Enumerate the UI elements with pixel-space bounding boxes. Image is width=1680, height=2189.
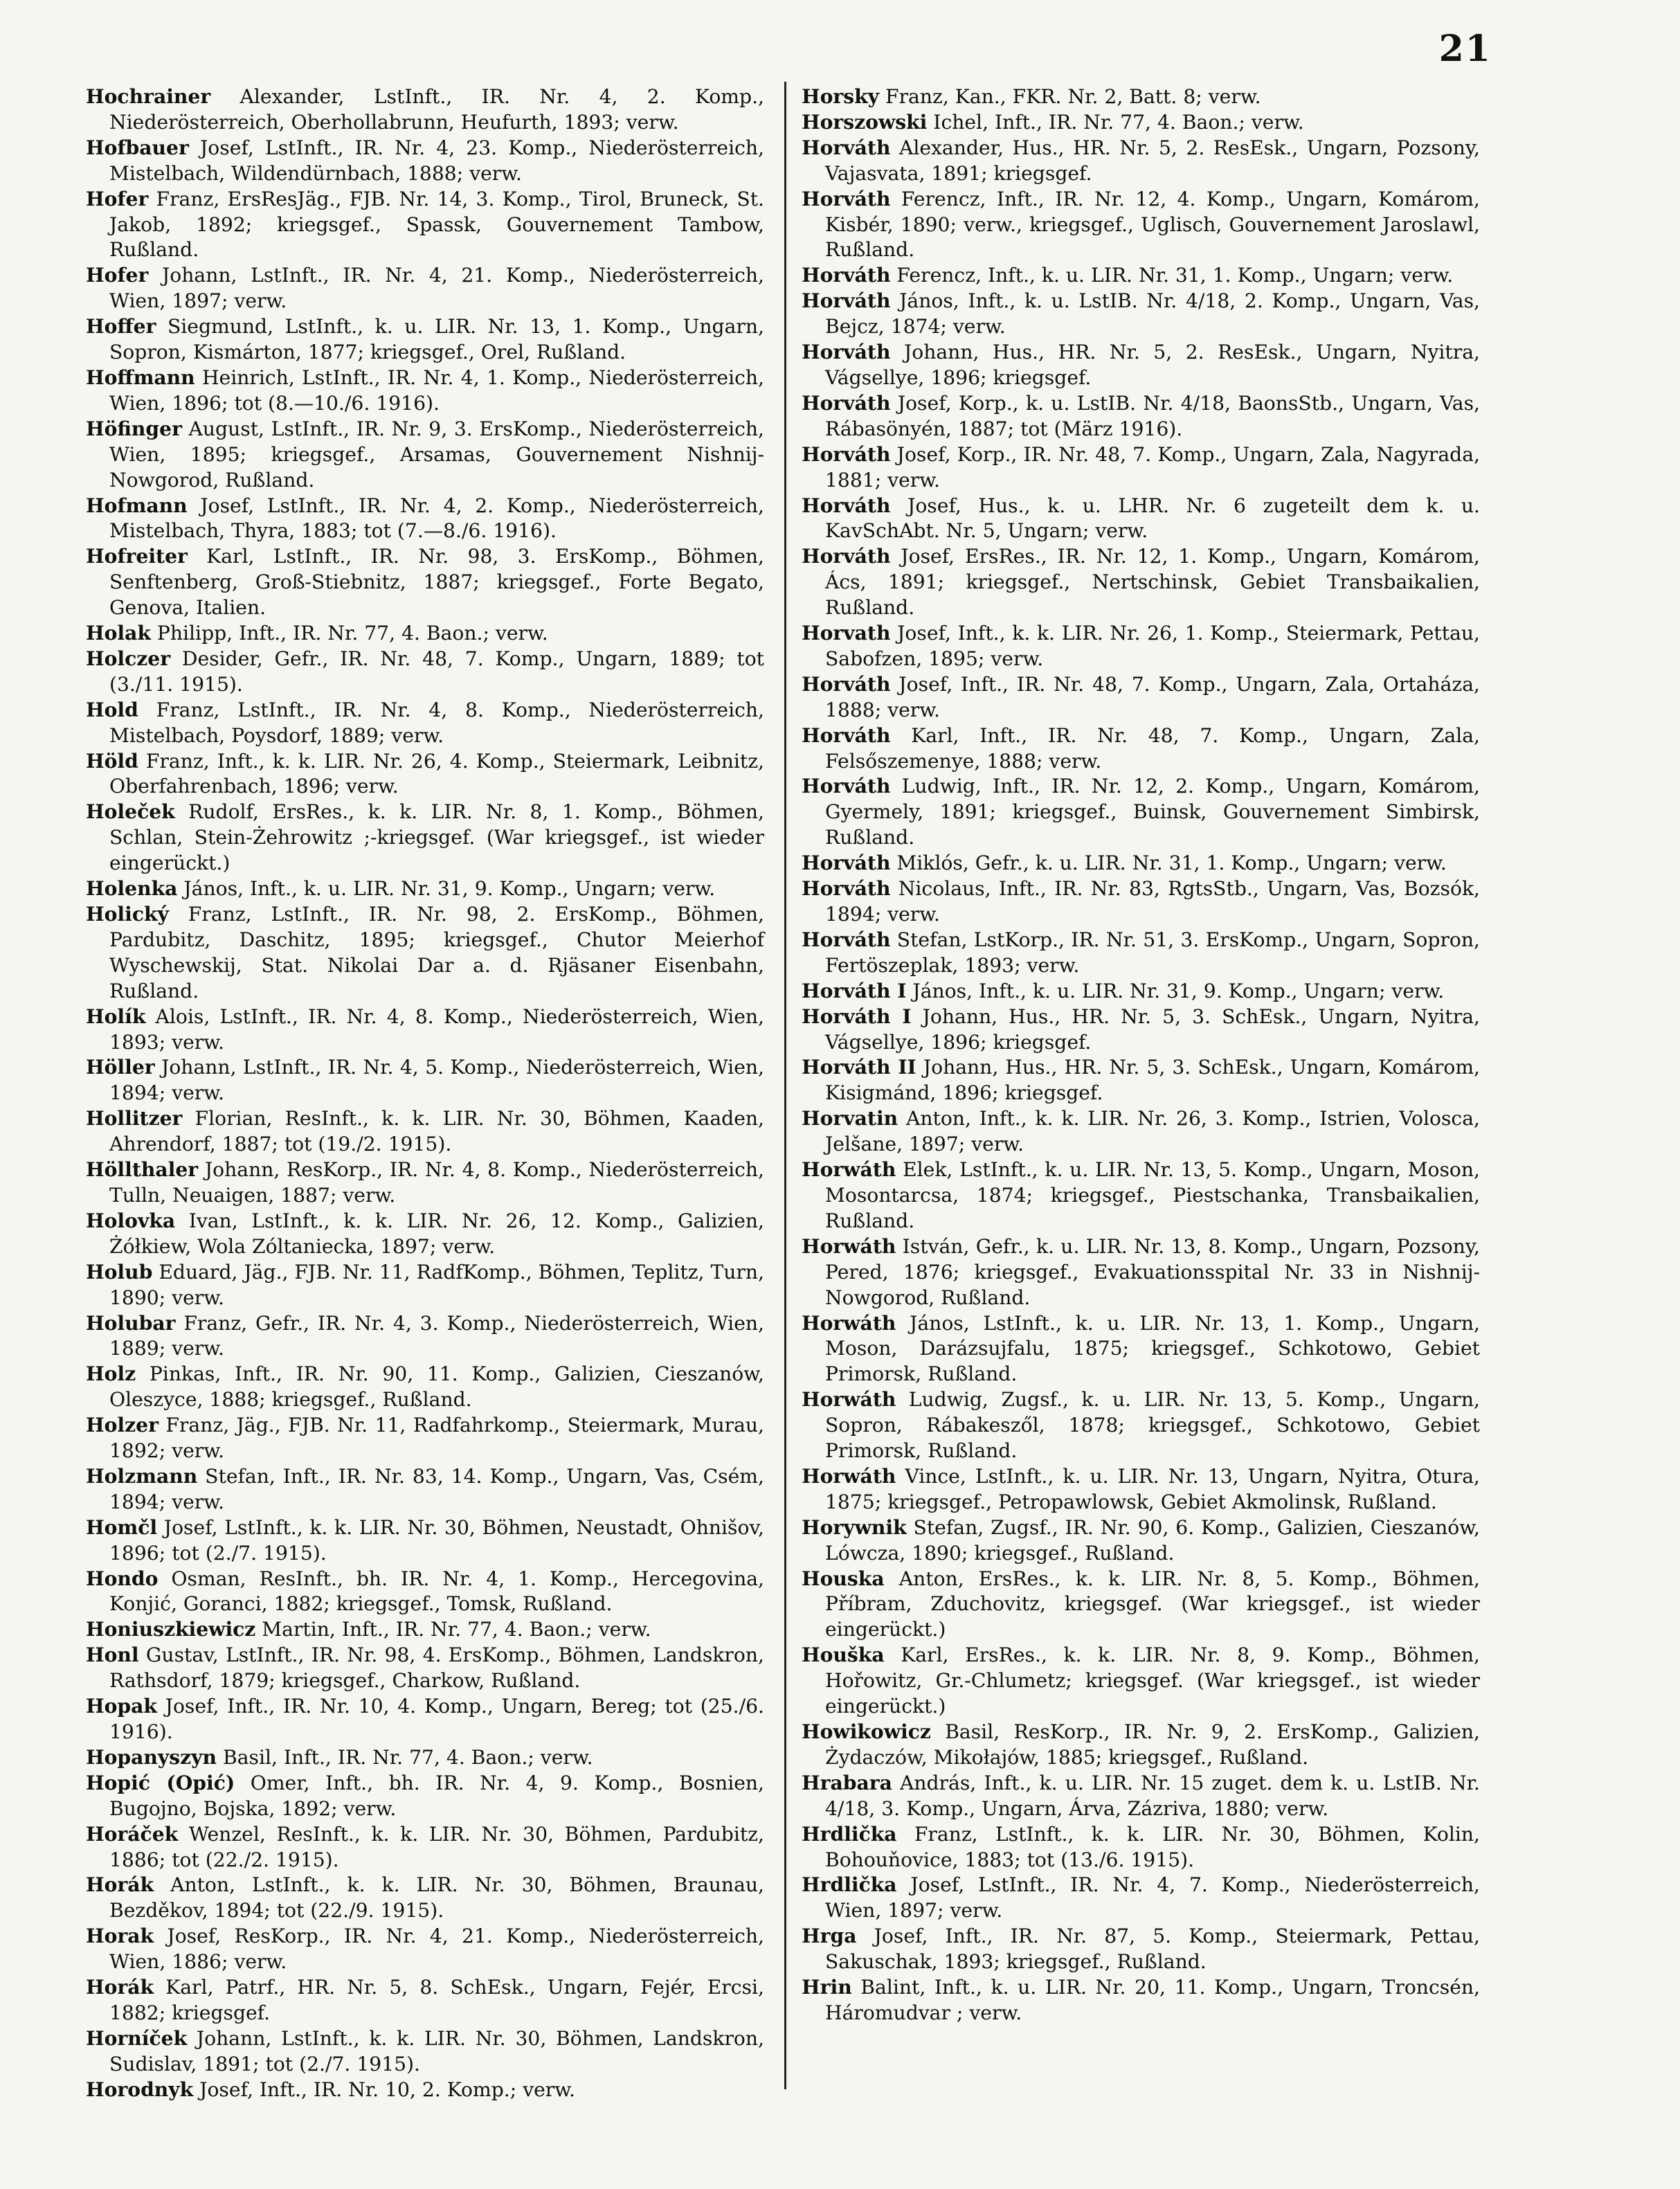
- entry-surname: Höld: [86, 749, 138, 773]
- entry-details: Anton, Inft., k. k. LIR. Nr. 26, 3. Komp., Istrien, Volosca, Jelšane, 1897; verw.: [825, 1107, 1480, 1156]
- entry-surname: Horváth: [802, 341, 891, 364]
- page-number: 21: [1438, 28, 1492, 70]
- entry-details: Pinkas, Inft., IR. Nr. 90, 11. Komp., Galizien, Cieszanów, Oleszyce, 1888; kriegsgef., Rußland.: [109, 1362, 764, 1412]
- entry-details: István, Gefr., k. u. LIR. Nr. 13, 8. Komp., Ungarn, Pozsony, Pered, 1876; kriegsgef., Evakuationsspital Nr. 33 in Nishnij-Nowgorod, Rußland.: [825, 1234, 1480, 1309]
- entry-surname: Horszowski: [802, 110, 928, 134]
- entry-surname: Höfinger: [86, 417, 182, 440]
- register-entry: [86, 1157, 764, 1209]
- entry-details: Philipp, Inft., IR. Nr. 77, 4. Baon.; verw.: [150, 622, 548, 645]
- entry-surname: Holak: [86, 622, 151, 645]
- entry-surname: Holubar: [86, 1311, 176, 1335]
- entry-surname: Horwáth: [802, 1158, 896, 1182]
- entry-surname: Höller: [86, 1056, 155, 1079]
- entry-details: Johann, Hus., HR. Nr. 5, 2. ResEsk., Ungarn, Nyitra, Vágsellye, 1896; kriegsgef.: [825, 341, 1480, 389]
- entry-details: Heinrich, LstInft., IR. Nr. 4, 1. Komp., Niederösterreich, Wien, 1896; tot (8.—10./6. 1916).: [109, 366, 764, 415]
- register-entry: [86, 417, 764, 494]
- register-entry: [802, 1567, 1480, 1643]
- register-entry: [802, 1924, 1480, 1975]
- entry-details: Stefan, Inft., IR. Nr. 83, 14. Komp., Ungarn, Vas, Csém, 1894; verw.: [109, 1464, 764, 1513]
- entry-details: Florian, ResInft., k. k. LIR. Nr. 30, Böhmen, Kaaden, Ahrendorf, 1887; tot (19./2. 1915).: [109, 1107, 764, 1156]
- entry-surname: Hofer: [86, 187, 149, 210]
- register-entry: [802, 1771, 1480, 1822]
- register-entry: [802, 1822, 1480, 1873]
- entry-details: Alexander, LstInft., IR. Nr. 4, 2. Komp., Niederösterreich, Oberhollabrunn, Heufurth, 1893; verw.: [109, 85, 764, 134]
- entry-surname: Holík: [86, 1005, 146, 1028]
- entry-surname: Horváth: [802, 187, 891, 210]
- entry-surname: Hold: [86, 698, 138, 721]
- entry-details: András, Inft., k. u. LIR. Nr. 15 zuget. dem k. u. LstIB. Nr. 4/18, 3. Komp., Ungarn, Árva, Zázriva, 1880; verw.: [825, 1771, 1480, 1820]
- register-entry: [86, 1771, 764, 1822]
- entry-details: Vince, LstInft., k. u. LIR. Nr. 13, Ungarn, Nyitra, Otura, 1875; kriegsgef., Petropawlowsk, Gebiet Akmolinsk, Rußland.: [825, 1464, 1480, 1513]
- register-entry: [86, 84, 764, 136]
- entry-details: Stefan, Zugsf., IR. Nr. 90, 6. Komp., Galizien, Cieszanów, Lówcza, 1890; kriegsgef., Rußland.: [825, 1515, 1480, 1565]
- entry-details: Josef, Inft., IR. Nr. 48, 7. Komp., Ungarn, Zala, Ortaháza, 1888; verw.: [825, 672, 1480, 721]
- entry-surname: Horsky: [802, 85, 880, 108]
- register-entry: [86, 314, 764, 366]
- entry-details: Franz, LstInft., IR. Nr. 98, 2. ErsKomp., Böhmen, Pardubitz, Daschitz, 1895; kriegsgef., Chutor Meierhof Wyschewskij, Stat. Nikolai Dar a. d. Rjäsaner Eisenbahn, Rußland.: [109, 903, 764, 1002]
- entry-details: Johann, LstInft., k. k. LIR. Nr. 30, Böhmen, Landskron, Sudislav, 1891; tot (2./7. 1915).: [109, 2026, 764, 2075]
- entry-details: Osman, ResInft., bh. IR. Nr. 4, 1. Komp., Hercegovina, Konjić, Goranci, 1882; kriegsgef., Tomsk, Rußland.: [109, 1567, 764, 1616]
- entry-details: Josef, LstInft., IR. Nr. 4, 23. Komp., Niederösterreich, Mistelbach, Wildendürnbach, 1888; verw.: [109, 136, 764, 185]
- entry-details: Johann, Hus., HR. Nr. 5, 3. SchEsk., Ungarn, Nyitra, Vágsellye, 1896; kriegsgef.: [825, 1005, 1480, 1054]
- entry-surname: Hrabara: [802, 1771, 892, 1794]
- register-entry: [802, 1720, 1480, 1771]
- entry-surname: Horwáth: [802, 1388, 896, 1412]
- entry-surname: Holický: [86, 903, 169, 926]
- entry-details: Johann, LstInft., IR. Nr. 4, 21. Komp., Niederösterreich, Wien, 1897; verw.: [109, 264, 764, 313]
- entry-surname: Horváth II: [802, 1056, 916, 1079]
- register-entry: [86, 494, 764, 545]
- entry-surname: Hochrainer: [86, 85, 211, 108]
- entry-details: Franz, LstInft., k. k. LIR. Nr. 30, Böhmen, Kolin, Bohouňovice, 1883; tot (13./6. 1915).: [825, 1822, 1480, 1871]
- entry-surname: Horváth: [802, 289, 891, 313]
- entry-details: János, Inft., k. u. LIR. Nr. 31, 9. Komp., Ungarn; verw.: [906, 979, 1445, 1002]
- register-entry: [802, 187, 1480, 264]
- register-entry: [802, 1387, 1480, 1464]
- entry-surname: Holenka: [86, 877, 178, 901]
- register-entry: [802, 672, 1480, 723]
- entry-details: Johann, Hus., HR. Nr. 5, 3. SchEsk., Ungarn, Komárom, Kisigmánd, 1896; kriegsgef.: [825, 1056, 1481, 1105]
- column-divider: [784, 82, 786, 2089]
- register-entry: [86, 1209, 764, 1260]
- register-entry: [802, 723, 1480, 775]
- entry-details: Franz, ErsResJäg., FJB. Nr. 14, 3. Komp., Tirol, Bruneck, St. Jakob, 1892; kriegsgef., Spassk, Gouvernement Tambow, Rußland.: [109, 187, 764, 262]
- register-entry: [802, 110, 1480, 136]
- register-entry: [86, 187, 764, 264]
- entry-surname: Horváth I: [802, 979, 907, 1002]
- register-entry: [802, 1055, 1480, 1106]
- register-entry: [86, 1873, 764, 1924]
- entry-surname: Horváth I: [802, 1005, 912, 1028]
- register-entry: [86, 1745, 764, 1771]
- entry-surname: Horwáth: [802, 1234, 896, 1258]
- register-entry: [802, 263, 1480, 289]
- entry-details: Ferencz, Inft., k. u. LIR. Nr. 31, 1. Komp., Ungarn; verw.: [890, 264, 1454, 287]
- register-entry: [802, 928, 1480, 979]
- register-entry: [802, 774, 1480, 851]
- register-entry: [802, 979, 1480, 1005]
- entry-surname: Holub: [86, 1260, 153, 1283]
- entry-details: Josef, ErsRes., IR. Nr. 12, 1. Komp., Ungarn, Komárom, Ács, 1891; kriegsgef., Nertschinsk, Gebiet Transbaikalien, Rußland.: [825, 545, 1480, 620]
- entry-surname: Hofreiter: [86, 545, 188, 568]
- register-entry: [86, 1924, 764, 1975]
- register-entry: [86, 876, 764, 902]
- register-entry: [86, 1694, 764, 1745]
- entry-surname: Hofmann: [86, 494, 188, 517]
- register-entry: [802, 544, 1480, 621]
- register-entry: [86, 1055, 764, 1106]
- register-entry: [802, 1106, 1480, 1157]
- entry-details: Franz, Gefr., IR. Nr. 4, 3. Komp., Niederösterreich, Wien, 1889; verw.: [109, 1311, 764, 1360]
- entry-details: Johann, LstInft., IR. Nr. 4, 5. Komp., Niederösterreich, Wien, 1894; verw.: [109, 1056, 764, 1105]
- entry-details: Ludwig, Inft., IR. Nr. 12, 2. Komp., Ungarn, Komárom, Gyermely, 1891; kriegsgef., Buinsk, Gouvernement Simbirsk, Rußland.: [825, 775, 1480, 849]
- register-entry: [86, 698, 764, 749]
- entry-surname: Horníček: [86, 2026, 188, 2050]
- register-entry: [802, 1464, 1480, 1515]
- register-entry: [86, 2026, 764, 2078]
- register-entry: [86, 1822, 764, 1873]
- entry-details: Ludwig, Zugsf., k. u. LIR. Nr. 13, 5. Komp., Ungarn, Sopron, Rábakeszől, 1878; kriegsgef., Schkotowo, Gebiet Primorsk, Rußland.: [825, 1388, 1480, 1463]
- entry-surname: Horwáth: [802, 1311, 896, 1335]
- entry-surname: Howikowicz: [802, 1720, 931, 1743]
- entry-details: János, Inft., k. u. LIR. Nr. 31, 9. Komp., Ungarn; verw.: [177, 877, 716, 901]
- entry-details: Karl, LstInft., IR. Nr. 98, 3. ErsKomp., Böhmen, Senftenberg, Groß-Stiebnitz, 1887; kriegsgef., Forte Begato, Genova, Italien.: [109, 545, 764, 620]
- entry-surname: Holeček: [86, 800, 175, 824]
- entry-details: Elek, LstInft., k. u. LIR. Nr. 13, 5. Komp., Ungarn, Moson, Mosontarcsa, 1874; kriegsgef., Piestschanka, Transbaikalien, Rußland.: [825, 1158, 1480, 1232]
- register-entry: [86, 1005, 764, 1056]
- register-entry: [802, 1643, 1480, 1720]
- entry-details: Josef, LstInft., IR. Nr. 4, 7. Komp., Niederösterreich, Wien, 1897; verw.: [825, 1873, 1480, 1922]
- entry-details: Alois, LstInft., IR. Nr. 4, 8. Komp., Niederösterreich, Wien, 1893; verw.: [109, 1005, 764, 1054]
- entry-surname: Horák: [86, 1976, 154, 1999]
- entry-surname: Houska: [802, 1567, 885, 1590]
- register-entry: [86, 1362, 764, 1413]
- register-entry: [86, 2078, 764, 2103]
- entry-surname: Holzmann: [86, 1464, 198, 1488]
- entry-details: Miklós, Gefr., k. u. LIR. Nr. 31, 1. Komp., Ungarn; verw.: [890, 852, 1447, 875]
- entry-surname: Hofer: [86, 264, 149, 287]
- entry-surname: Horák: [86, 1873, 154, 1897]
- register-entry: [86, 1260, 764, 1311]
- entry-details: Franz, Jäg., FJB. Nr. 11, Radfahrkomp., Steiermark, Murau, 1892; verw.: [109, 1414, 764, 1463]
- register-entry: [802, 851, 1480, 876]
- entry-details: Josef, Inft., k. k. LIR. Nr. 26, 1. Komp., Steiermark, Pettau, Sabofzen, 1895; verw.: [825, 622, 1480, 670]
- entry-surname: Horváth: [802, 264, 891, 287]
- entry-details: Balint, Inft., k. u. LIR. Nr. 20, 11. Komp., Ungarn, Troncsén, Háromudvar ; verw.: [825, 1976, 1480, 2024]
- register-entry: [802, 1311, 1480, 1388]
- register-entry: [86, 621, 764, 647]
- register-entry: [802, 136, 1480, 187]
- register-entry: [86, 749, 764, 800]
- entry-surname: Horváth: [802, 775, 891, 798]
- entry-surname: Horváth: [802, 928, 891, 951]
- entry-details: Gustav, LstInft., IR. Nr. 98, 4. ErsKomp., Böhmen, Landskron, Rathsdorf, 1879; kriegsgef., Charkow, Rußland.: [109, 1643, 764, 1693]
- entry-details: Josef, Inft., IR. Nr. 87, 5. Komp., Steiermark, Pettau, Sakuschak, 1893; kriegsgef., Rußland.: [825, 1925, 1480, 1974]
- register-entry: [802, 442, 1480, 494]
- entry-surname: Honiuszkiewicz: [86, 1618, 256, 1641]
- entry-details: Eduard, Jäg., FJB. Nr. 11, RadfKomp., Böhmen, Teplitz, Turn, 1890; verw.: [109, 1260, 765, 1309]
- entry-details: Omer, Inft., bh. IR. Nr. 4, 9. Komp., Bosnien, Bugojno, Bojska, 1892; verw.: [109, 1771, 764, 1820]
- entry-surname: Horváth: [802, 136, 891, 159]
- register-entry: [86, 1515, 764, 1567]
- entry-details: Karl, Inft., IR. Nr. 48, 7. Komp., Ungarn, Zala, Felsőszemenye, 1888; verw.: [825, 723, 1480, 773]
- left-column: [86, 84, 764, 2103]
- entry-surname: Horváth: [802, 672, 891, 696]
- entry-surname: Homčl: [86, 1515, 158, 1539]
- entry-details: Johann, ResKorp., IR. Nr. 4, 8. Komp., Niederösterreich, Tulln, Neuaigen, 1887; verw.: [109, 1158, 764, 1207]
- register-entry: [86, 647, 764, 698]
- register-entry: [86, 544, 764, 621]
- entry-details: Josef, Inft., IR. Nr. 10, 4. Komp., Ungarn, Bereg; tot (25./6. 1916).: [109, 1695, 764, 1743]
- register-entry: [86, 1617, 764, 1643]
- entry-surname: Horodnyk: [86, 2078, 194, 2101]
- entry-details: János, Inft., k. u. LstIB. Nr. 4/18, 2. Komp., Ungarn, Vas, Bejcz, 1874; verw.: [825, 289, 1480, 339]
- register-entry: [86, 1567, 764, 1618]
- entry-details: Josef, Korp., k. u. LstIB. Nr. 4/18, BaonsStb., Ungarn, Vas, Rábasönyén, 1887; tot (März 1916).: [825, 391, 1480, 440]
- entry-details: Basil, Inft., IR. Nr. 77, 4. Baon.; verw.: [217, 1745, 593, 1769]
- register-entry: [86, 1413, 764, 1464]
- entry-surname: Horvatin: [802, 1107, 898, 1130]
- entry-details: Ivan, LstInft., k. k. LIR. Nr. 26, 12. Komp., Galizien, Żółkiew, Wola Zóltaniecka, 1897; verw.: [109, 1209, 764, 1258]
- register-entry: [86, 136, 764, 187]
- entry-details: Franz, Kan., FKR. Nr. 2, Batt. 8; verw.: [879, 85, 1261, 108]
- entry-details: Wenzel, ResInft., k. k. LIR. Nr. 30, Böhmen, Pardubitz, 1886; tot (22./2. 1915).: [109, 1822, 764, 1871]
- entry-details: Martin, Inft., IR. Nr. 77, 4. Baon.; verw.: [255, 1618, 651, 1641]
- entry-surname: Holovka: [86, 1209, 176, 1232]
- entry-details: Nicolaus, Inft., IR. Nr. 83, RgtsStb., Ungarn, Vas, Bozsók, 1894; verw.: [825, 877, 1480, 926]
- register-entry: [86, 366, 764, 417]
- entry-surname: Hopić (Opić): [86, 1771, 235, 1794]
- register-entry: [802, 1157, 1480, 1234]
- entry-details: Alexander, Hus., HR. Nr. 5, 2. ResEsk., Ungarn, Pozsony, Vajasvata, 1891; kriegsgef.: [825, 136, 1480, 185]
- entry-surname: Holczer: [86, 647, 171, 670]
- entry-surname: Hofbauer: [86, 136, 189, 159]
- register-entry: [802, 1234, 1480, 1311]
- entry-details: Anton, LstInft., k. k. LIR. Nr. 30, Böhmen, Braunau, Bezděkov, 1894; tot (22./9. 1915).: [109, 1873, 764, 1922]
- entry-details: Ferencz, Inft., IR. Nr. 12, 4. Komp., Ungarn, Komárom, Kisbér, 1890; verw., kriegsgef., Uglisch, Gouvernement Jaroslawl, Rußland.: [825, 187, 1480, 262]
- register-entry: [802, 1873, 1480, 1924]
- entry-details: Josef, ResKorp., IR. Nr. 4, 21. Komp., Niederösterreich, Wien, 1886; verw.: [109, 1925, 764, 1974]
- entry-details: Anton, ErsRes., k. k. LIR. Nr. 8, 5. Komp., Böhmen, Příbram, Zduchovitz, kriegsgef. (War kriegsgef., ist wieder eingerückt.): [825, 1567, 1480, 1641]
- entry-details: Rudolf, ErsRes., k. k. LIR. Nr. 8, 1. Komp., Böhmen, Schlan, Stein-Żehrowitz ;-kriegsgef. (War kriegsgef., ist wieder eingerückt.): [109, 800, 764, 875]
- entry-details: Franz, Inft., k. k. LIR. Nr. 26, 4. Komp., Steiermark, Leibnitz, Oberfahrenbach, 1896; verw.: [109, 749, 764, 798]
- register-entry: [802, 289, 1480, 340]
- register-entry: [86, 1975, 764, 2026]
- entry-surname: Horváth: [802, 852, 891, 875]
- register-entry: [86, 1106, 764, 1157]
- register-entry: [802, 494, 1480, 545]
- entry-surname: Hrdlička: [802, 1873, 897, 1897]
- entry-surname: Honl: [86, 1643, 139, 1667]
- register-entry: [802, 1515, 1480, 1567]
- entry-details: Josef, LstInft., k. k. LIR. Nr. 30, Böhmen, Neustadt, Ohnišov, 1896; tot (2./7. 1915).: [109, 1515, 764, 1565]
- entry-details: Franz, LstInft., IR. Nr. 4, 8. Komp., Niederösterreich, Mistelbach, Poysdorf, 1889; verw.: [109, 698, 764, 747]
- entry-details: Josef, Korp., IR. Nr. 48, 7. Komp., Ungarn, Zala, Nagyrada, 1881; verw.: [825, 442, 1480, 492]
- right-column: [802, 84, 1480, 2026]
- entry-details: Karl, Patrf., HR. Nr. 5, 8. SchEsk., Ungarn, Fejér, Ercsi, 1882; kriegsgef.: [109, 1976, 764, 2024]
- entry-details: János, LstInft., k. u. LIR. Nr. 13, 1. Komp., Ungarn, Moson, Darázsujfalu, 1875; kriegsgef., Schkotowo, Gebiet Primorsk, Rußland.: [825, 1311, 1480, 1386]
- register-entry: [802, 621, 1480, 672]
- entry-details: Siegmund, LstInft., k. u. LIR. Nr. 13, 1. Komp., Ungarn, Sopron, Kismárton, 1877; kriegsgef., Orel, Rußland.: [109, 315, 764, 364]
- entry-surname: Hopanyszyn: [86, 1745, 217, 1769]
- register-entry: [802, 1005, 1480, 1056]
- entry-surname: Horwáth: [802, 1464, 896, 1488]
- register-entry: [86, 1464, 764, 1515]
- entry-surname: Hondo: [86, 1567, 159, 1590]
- entry-details: August, LstInft., IR. Nr. 9, 3. ErsKomp., Niederösterreich, Wien, 1895; kriegsgef., Arsamas, Gouvernement Nishnij-Nowgorod, Rußland.: [109, 417, 764, 492]
- entry-surname: Houška: [802, 1643, 885, 1667]
- entry-surname: Horáček: [86, 1822, 179, 1846]
- entry-surname: Horváth: [802, 877, 891, 901]
- entry-surname: Hrdlička: [802, 1822, 897, 1846]
- register-entry: [86, 263, 764, 314]
- entry-details: Desider, Gefr., IR. Nr. 48, 7. Komp., Ungarn, 1889; tot (3./11. 1915).: [109, 647, 764, 696]
- entry-surname: Holzer: [86, 1414, 159, 1437]
- entry-details: Karl, ErsRes., k. k. LIR. Nr. 8, 9. Komp., Böhmen, Hořowitz, Gr.-Chlumetz; kriegsgef. (War kriegsgef., ist wieder eingerückt.): [825, 1643, 1480, 1718]
- entry-surname: Hoffer: [86, 315, 156, 339]
- entry-surname: Hopak: [86, 1695, 157, 1718]
- entry-surname: Horak: [86, 1925, 154, 1948]
- entry-surname: Horváth: [802, 723, 891, 747]
- register-entry: [86, 1311, 764, 1362]
- entry-surname: Horvath: [802, 622, 891, 645]
- entry-surname: Hoffmann: [86, 366, 195, 389]
- entry-details: Josef, LstInft., IR. Nr. 4, 2. Komp., Niederösterreich, Mistelbach, Thyra, 1883; tot (7.—8./6. 1916).: [109, 494, 764, 543]
- register-entry: [802, 1975, 1480, 2026]
- register-entry: [802, 876, 1480, 928]
- register-entry: [802, 391, 1480, 442]
- entry-surname: Hrin: [802, 1976, 852, 1999]
- entry-surname: Höllthaler: [86, 1158, 199, 1182]
- entry-surname: Horváth: [802, 545, 891, 568]
- entry-surname: Horváth: [802, 442, 891, 466]
- entry-details: Basil, ResKorp., IR. Nr. 9, 2. ErsKomp., Galizien, Żydaczów, Mikołajów, 1885; kriegsgef., Rußland.: [825, 1720, 1480, 1769]
- register-entry: [802, 84, 1480, 110]
- entry-details: Josef, Inft., IR. Nr. 10, 2. Komp.; verw.: [193, 2078, 576, 2101]
- register-entry: [86, 800, 764, 876]
- entry-surname: Horywnik: [802, 1515, 907, 1539]
- entry-surname: Horváth: [802, 494, 891, 517]
- entry-surname: Holz: [86, 1362, 136, 1386]
- register-entry: [86, 902, 764, 1005]
- entry-surname: Hrga: [802, 1925, 857, 1948]
- entry-surname: Horváth: [802, 391, 891, 415]
- entry-details: Ichel, Inft., IR. Nr. 77, 4. Baon.; verw.: [927, 110, 1304, 134]
- register-entry: [802, 340, 1480, 391]
- entry-details: Josef, Hus., k. u. LHR. Nr. 6 zugeteilt dem k. u. KavSchAbt. Nr. 5, Ungarn; verw.: [825, 494, 1480, 543]
- entry-details: Stefan, LstKorp., IR. Nr. 51, 3. ErsKomp., Ungarn, Sopron, Fertöszeplak, 1893; verw.: [825, 928, 1480, 977]
- register-entry: [86, 1643, 764, 1694]
- entry-surname: Hollitzer: [86, 1107, 183, 1130]
